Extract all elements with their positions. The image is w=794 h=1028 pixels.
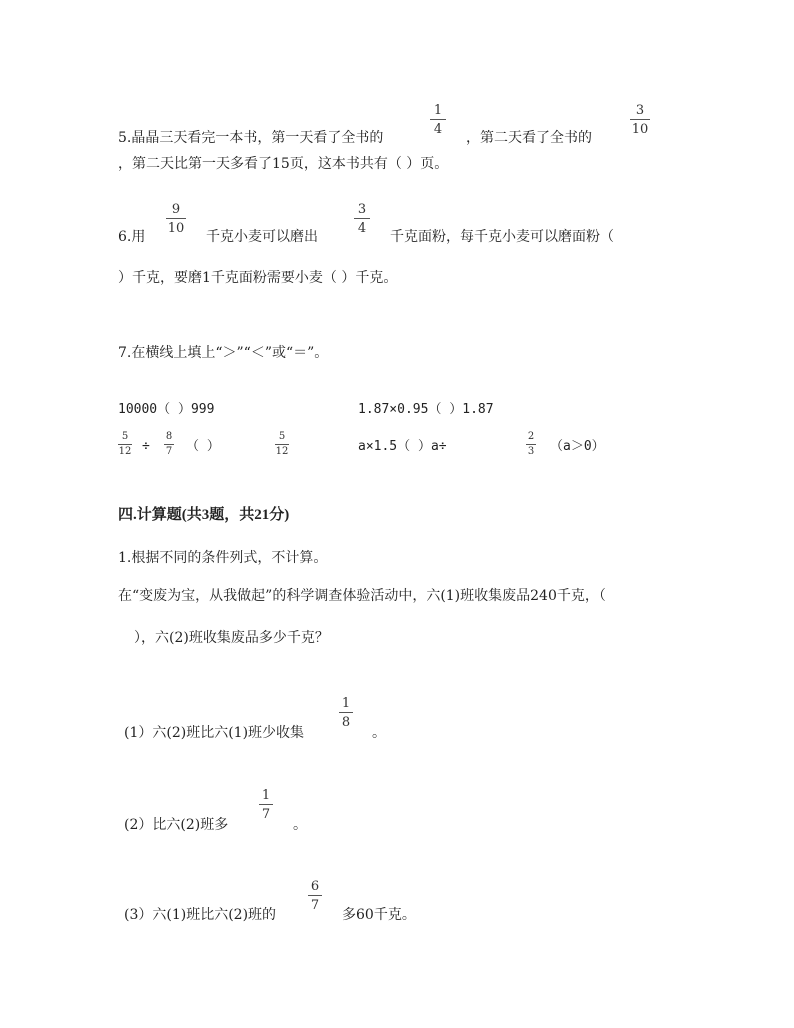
q6-line2: ）千克，要磨1千克面粉需要小麦（ ）千克。 bbox=[118, 270, 398, 286]
q7-fraction-five-twelfths-a: 5 12 bbox=[118, 431, 132, 457]
q5-fraction-one-quarter: 1 4 bbox=[430, 104, 446, 136]
q6-prefix: 6.用 bbox=[118, 229, 146, 245]
s4-q1-line1: 在“变废为宝，从我做起”的科学调查体验活动中，六(1)班收集废品240千克，（ bbox=[118, 588, 606, 604]
q7-row2-blank: （ ） bbox=[186, 439, 220, 454]
s4-item1-end: 。 bbox=[372, 725, 386, 741]
q6-fraction-three-quarters: 3 4 bbox=[354, 203, 370, 235]
s4-item2-text: (2）比六(2)班多 bbox=[124, 817, 229, 833]
q7-row1-right: 1.87×0.95（ ）1.87 bbox=[358, 402, 494, 417]
s4-item1-text: (1）六(2)班比六(1)班少收集 bbox=[124, 725, 305, 741]
q7-fraction-eight-sevenths: 8 7 bbox=[165, 431, 173, 457]
s4-item3-text: (3）六(1)班比六(2)班的 bbox=[124, 907, 277, 923]
s4-q1-line2: ），六(2)班收集废品多少千克？ bbox=[134, 630, 329, 646]
q7-row2-right-start: a×1.5（ ）a÷ bbox=[358, 439, 447, 454]
q5-line2: ，第二天比第一天多看了15页，这本书共有（ ）页。 bbox=[118, 156, 449, 172]
s4-item2-fraction-one-seventh: 1 7 bbox=[259, 789, 273, 821]
s4-item3-fraction-six-sevenths: 6 7 bbox=[308, 880, 322, 912]
q7-row2-condition: （a＞0） bbox=[550, 439, 605, 454]
q5-fraction-three-tenths: 3 10 bbox=[631, 103, 649, 137]
q7-row1-left: 10000（ ）999 bbox=[118, 402, 215, 417]
s4-item1-fraction-one-eighth: 1 8 bbox=[339, 697, 353, 729]
q7-fraction-five-twelfths-b: 5 12 bbox=[275, 431, 289, 457]
q6-middle-text-2: 千克面粉，每千克小麦可以磨面粉（ bbox=[390, 229, 614, 245]
q6-middle-text-1: 千克小麦可以磨出 bbox=[206, 229, 318, 245]
q5-line1-start: 5.晶晶三天看完一本书，第一天看了全书的 bbox=[118, 130, 384, 146]
section-heading: 四.计算题(共3题，共21分) bbox=[118, 507, 290, 523]
s4-item3-end: 多60千克。 bbox=[342, 907, 416, 923]
q7-divide-sign: ÷ bbox=[142, 439, 150, 454]
q7-title: 7.在横线上填上“＞”“＜”或“＝”。 bbox=[118, 345, 329, 361]
s4-item2-end: 。 bbox=[293, 817, 307, 833]
q5-line1-end: ，第二天看了全书的 bbox=[466, 130, 592, 146]
q6-fraction-nine-tenths: 9 10 bbox=[167, 202, 185, 236]
s4-q1-title: 1.根据不同的条件列式，不计算。 bbox=[118, 550, 328, 566]
q7-fraction-two-thirds: 2 3 bbox=[527, 431, 535, 457]
